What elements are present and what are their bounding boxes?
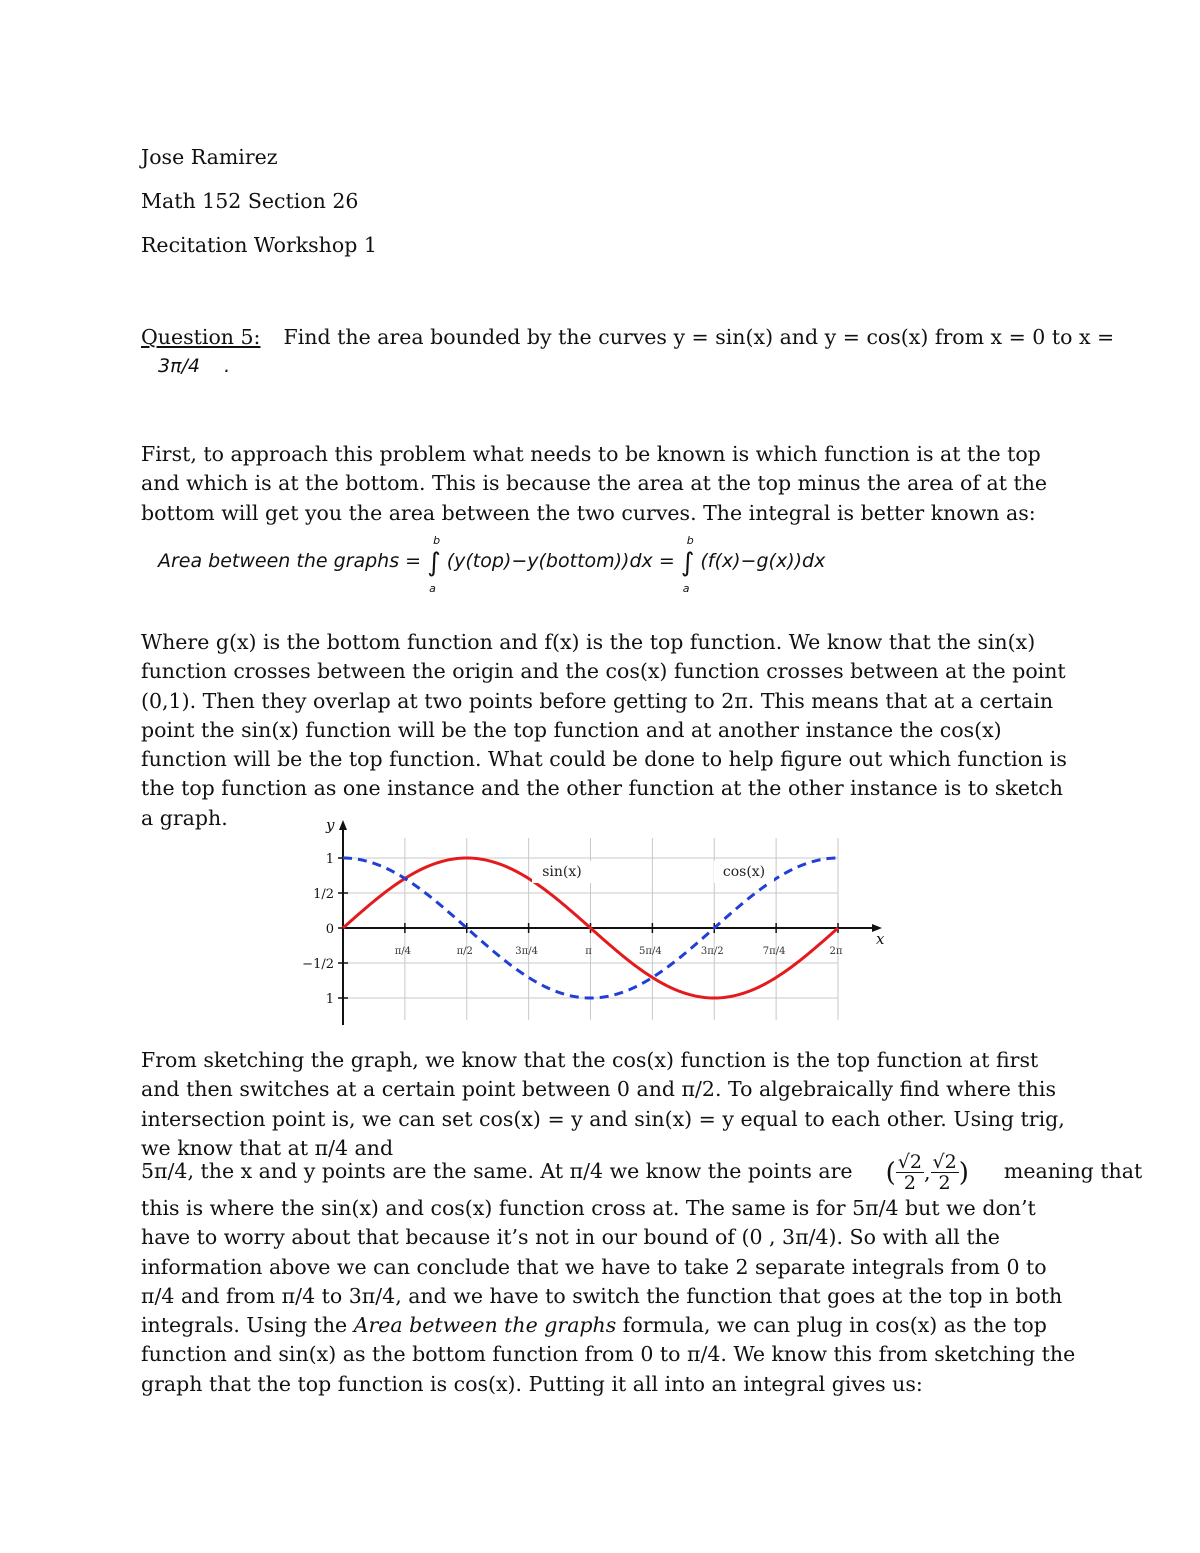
x-tick-label: 3π/4 xyxy=(515,946,538,957)
lower-limit-2: a xyxy=(682,582,690,595)
x-tick-label: 2π xyxy=(829,946,843,957)
point-fraction-y: $\frac{√2}{2}$ xyxy=(932,1151,957,1194)
formula-part-2: (f(x)−g(x))dx xyxy=(700,550,826,572)
y-tick-label: 0 xyxy=(325,922,334,937)
series-label: cos(x) xyxy=(722,864,766,880)
y-axis-label: y xyxy=(326,816,335,834)
x-tick-label: π/4 xyxy=(394,946,412,957)
assignment-title: Recitation Workshop 1 xyxy=(141,233,377,257)
conclusion-text-1: this is where the sin(x) and cos(x) function cross at. The same is for 5π/4 but we don’t have to worry about that because it’s not in our bound of (0 , 3π/4). So with all the information above we can conclude that we have to take 2 separate integrals from 0 to π/4 and from π/4 to 3π/4, and we have to switch the function that goes at the top in both integrals. Using the xyxy=(141,1196,1063,1338)
question-text: Find the area bounded by the curves y = sin(x) and y = cos(x) from x = 0 to x = xyxy=(283,325,1115,349)
lower-limit-1: a xyxy=(429,582,436,595)
y-tick-label: 1/2 xyxy=(313,887,334,902)
open-paren: ( xyxy=(885,1157,896,1188)
conclusion-text-2: formula, we can plug in cos(x) as the top function and sin(x) as the bottom function from 0 to π/4. We know this from sketching the graph that the top function is cos(x). Putting it all into an integral gives us: xyxy=(141,1313,1076,1396)
y-tick-label: 1 xyxy=(325,992,334,1007)
integral-sign-2: ∫ b a xyxy=(680,534,695,595)
point-text-pre: 5π/4, the x and y points are the same. At π/4 we know the points are xyxy=(141,1159,853,1183)
upper-limit-2: b xyxy=(686,534,694,547)
paragraph-conclusion xyxy=(141,1194,1081,1399)
paragraph-intersection: From sketching the graph, we know that the cos(x) function is the top function at first and then switches at a certain point between 0 and π/2. To algebraically find where this intersection point is, we can set cos(x) = y and sin(x) = y equal to each other. Using trig, we know that at π/4 and xyxy=(141,1048,1065,1160)
question-bound-tail: . xyxy=(224,355,231,377)
paragraph-intro: First, to approach this problem what needs to be known is which function is at the top and which is at the bottom. This is because the area at the top minus the area of at the bottom will get you the area between the two curves. The integral is better known as: xyxy=(141,442,1048,525)
x-tick-label: 3π/2 xyxy=(700,946,724,957)
question-line xyxy=(141,325,1114,349)
question-bound: 3π/4 xyxy=(158,355,201,377)
y-tick-label: 1 xyxy=(325,852,334,867)
course-line: Math 152 Section 26 xyxy=(141,189,359,213)
upper-limit-1: b xyxy=(433,534,441,547)
formula-label: Area between the graphs xyxy=(158,550,400,572)
point-text-post: meaning that xyxy=(1003,1159,1143,1183)
x-tick-label: 5π/4 xyxy=(639,946,662,957)
author-name: Jose Ramirez xyxy=(141,145,278,169)
y-axis-arrow xyxy=(339,820,347,830)
point-line: 5π/4, the x and y points are the same. At π/4 we know the points are ( $\frac{√2}{2}$ , $\frac{√2}{2}$ ) meaning that xyxy=(141,1151,1143,1194)
x-tick-label: 7π/4 xyxy=(762,946,786,957)
question-label: Question 5: xyxy=(141,325,261,349)
x-tick-label: π/2 xyxy=(456,946,473,957)
x-tick-label: π xyxy=(585,946,592,957)
y-tick-label: −1/2 xyxy=(302,957,334,972)
paragraph-explanation: Where g(x) is the bottom function and f(x) is the top function. We know that the sin(x) function crosses between the origin and the cos(x) function crosses between at the point (0,1). Then they overlap at two points before getting to 2π. This means that at a certain point the sin(x) function will be the top function and at another instance the cos(x) function will be the top function. What could be done to help figure out which function is the top function as one instance and the other function at the other instance is to sketch a graph. xyxy=(141,630,1067,830)
formula-part-1: (y(top)−y(bottom))dx xyxy=(446,550,653,572)
conclusion-emphasis: Area between the graphs xyxy=(353,1313,617,1338)
series-label: sin(x) xyxy=(542,864,582,880)
question-bound-line xyxy=(158,354,230,378)
sin-cos-graph xyxy=(300,810,900,1030)
point-fraction-x: $\frac{√2}{2}$ xyxy=(897,1151,922,1194)
close-paren: ) xyxy=(958,1157,969,1188)
x-axis-label: x xyxy=(876,930,885,948)
area-formula: Area between the graphs = ∫ b a (y(top)−y(bottom))dx = ∫ b a (f(x)−g(x))dx xyxy=(158,534,826,595)
integral-sign-1: ∫ b a xyxy=(427,534,441,595)
